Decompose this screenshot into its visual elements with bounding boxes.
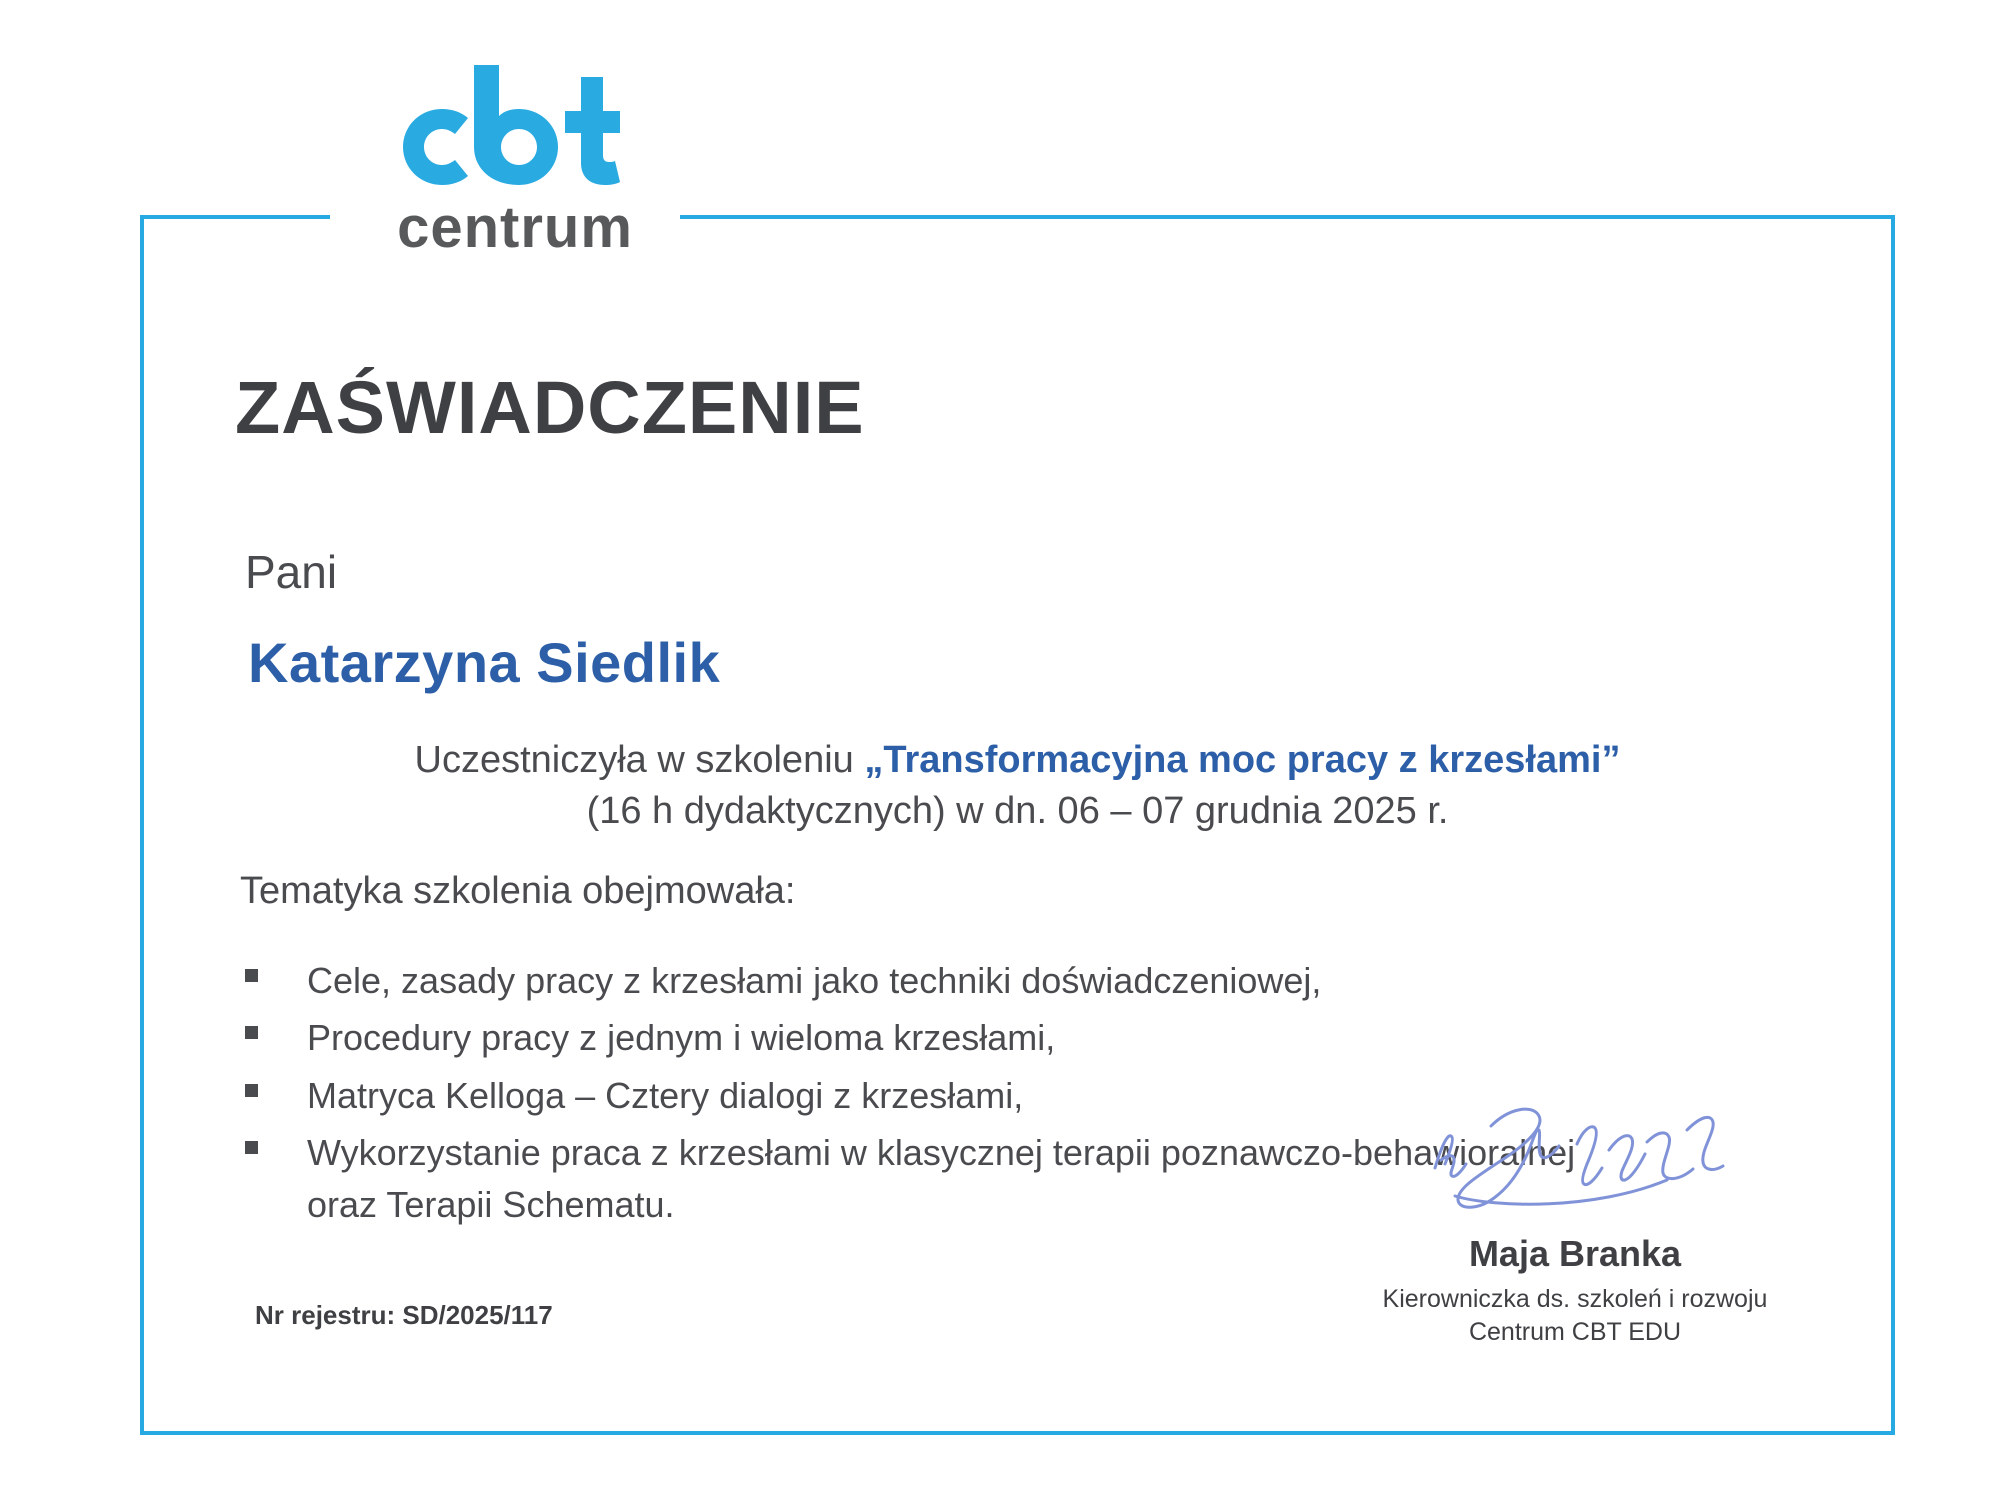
list-item xyxy=(245,955,1645,1006)
square-bullet-icon xyxy=(245,1141,258,1154)
course-participation-line xyxy=(140,735,1895,786)
recipient-name: Katarzyna Siedlik xyxy=(248,631,721,694)
square-bullet-icon xyxy=(245,1084,258,1097)
signature-block xyxy=(1315,1100,1835,1348)
course-participation-block xyxy=(140,735,1895,838)
course-title: „Transformacyjna moc pracy z krzesłami” xyxy=(864,739,1621,781)
signer-role-line1: Kierowniczka ds. szkoleń i rozwoju xyxy=(1382,1285,1768,1313)
list-item-label: Cele, zasady pracy z krzesłami jako techniki doświadczeniowej, xyxy=(307,960,1322,1001)
register-number: Nr rejestru: SD/2025/117 xyxy=(255,1300,553,1330)
topics-intro: Tematyka szkolenia obejmowała: xyxy=(240,870,796,912)
list-item-label: Matryca Kelloga – Cztery dialogi z krzesłami, xyxy=(307,1074,1024,1116)
handwritten-signature-icon xyxy=(1395,1100,1755,1235)
list-item-label: Wykorzystanie praca z krzesłami w klasycznej terapii poznawczo-behawioralnej oraz Terapii Schematu. xyxy=(307,1132,1576,1225)
cbt-logo-mark xyxy=(380,65,650,200)
square-bullet-icon xyxy=(245,1026,258,1039)
cbt-wordmark-icon xyxy=(380,65,650,205)
square-bullet-icon xyxy=(245,969,258,982)
participation-prefix: Uczestniczyła w szkoleniu xyxy=(414,739,865,781)
page-title: ZAŚWIADCZENIE xyxy=(235,366,865,449)
signer-name: Maja Branka xyxy=(1468,1233,1682,1274)
signer-role xyxy=(1315,1283,1835,1348)
salutation-text: Pani xyxy=(245,546,338,598)
list-item xyxy=(245,1012,1645,1063)
logo-wordmark-text: centrum xyxy=(397,195,633,260)
list-item-label: Procedury pracy z jednym i wieloma krzesłami, xyxy=(307,1017,1056,1059)
cbt-centrum-logo xyxy=(365,65,665,265)
signer-role-line2: Centrum CBT EDU xyxy=(1468,1317,1682,1346)
course-details: (16 h dydaktycznych) w dn. 06 – 07 grudnia 2025 r. xyxy=(586,790,1449,833)
